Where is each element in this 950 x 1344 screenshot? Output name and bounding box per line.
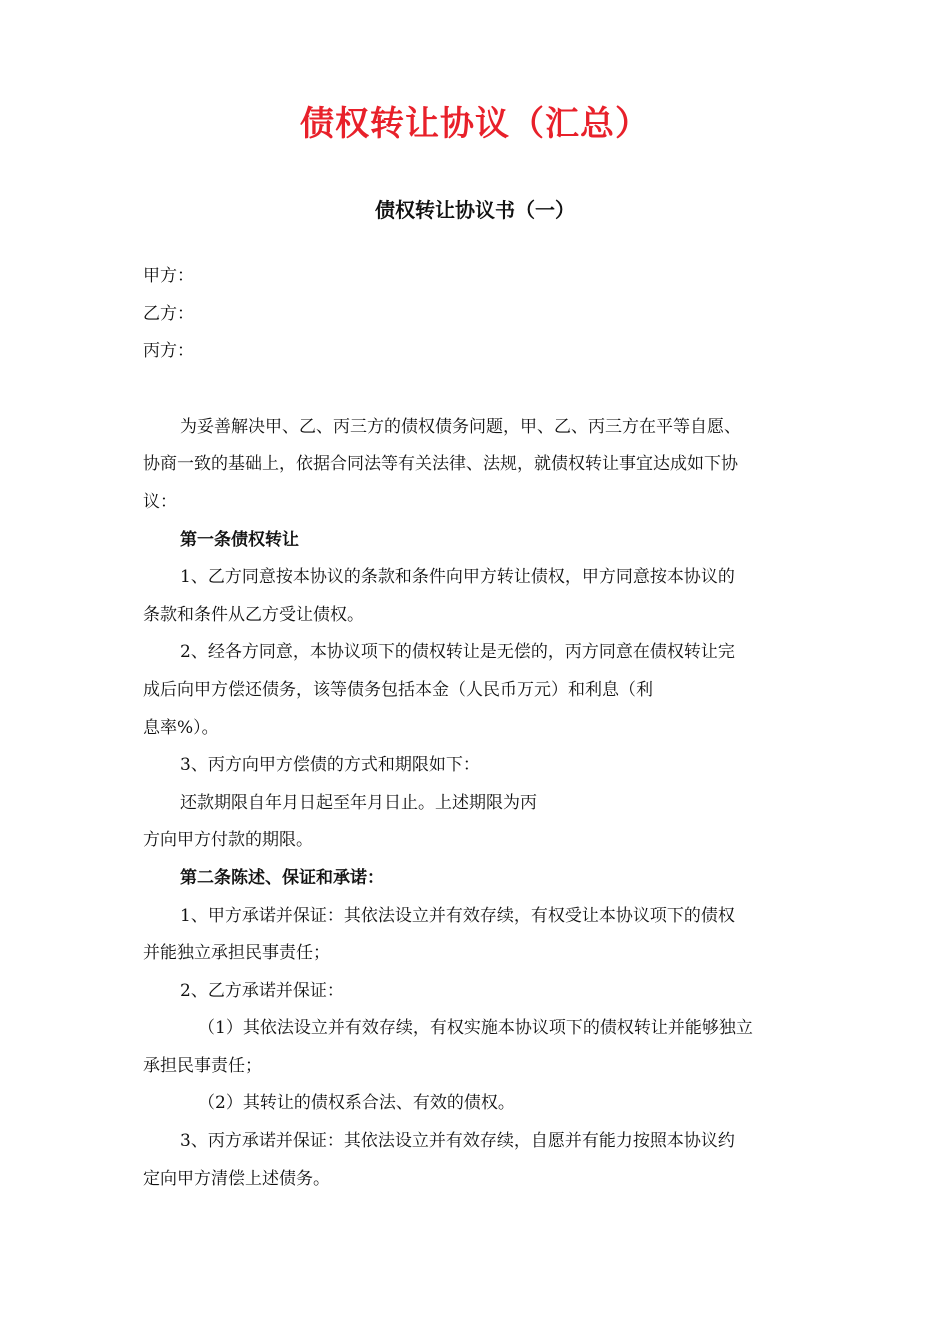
article-2-item-2-sub-2: （2）其转让的债权系合法、有效的债权。 bbox=[198, 1093, 515, 1114]
article-2-heading: 第二条陈述、保证和承诺： bbox=[180, 867, 384, 888]
preamble-line: 协商一致的基础上，依据合同法等有关法律、法规，就债权转让事宜达成如下协 bbox=[143, 454, 738, 475]
document-body bbox=[143, 258, 823, 1198]
party-b-label: 乙方： bbox=[143, 303, 194, 324]
preamble-line: 为妥善解决甲、乙、丙三方的债权债务问题，甲、乙、丙三方在平等自愿、 bbox=[180, 416, 741, 437]
document-subtitle: 债权转让协议书（一） bbox=[375, 198, 575, 222]
party-a-label: 甲方： bbox=[143, 266, 194, 286]
preamble-line: 议： bbox=[143, 491, 177, 512]
article-2-item-2-sub-1: （1）其依法设立并有效存续，有权实施本协议项下的债权转让并能够独立 bbox=[198, 1018, 753, 1039]
article-2-item-3-cont: 定向甲方清偿上述债务。 bbox=[143, 1168, 330, 1189]
article-2-item-2-sub-1-cont: 承担民事责任； bbox=[143, 1055, 262, 1076]
article-2-item-1: 1、甲方承诺并保证：其依法设立并有效存续，有权受让本协议项下的债权 bbox=[180, 905, 735, 926]
article-1-heading: 第一条债权转让 bbox=[180, 529, 299, 550]
party-c-label: 丙方： bbox=[143, 341, 194, 362]
document-title: 债权转让协议（汇总） bbox=[300, 104, 650, 144]
article-2-item-2: 2、乙方承诺并保证： bbox=[180, 980, 344, 1001]
spacer bbox=[143, 371, 823, 409]
article-1-item-3-detail: 还款期限自年月日起至年月日止。上述期限为丙 bbox=[180, 792, 537, 813]
article-1-item-2: 2、经各方同意，本协议项下的债权转让是无偿的，丙方同意在债权转让完 bbox=[180, 642, 735, 663]
article-1-item-2-cont: 息率%）。 bbox=[143, 717, 219, 738]
article-2-item-3: 3、丙方承诺并保证：其依法设立并有效存续，自愿并有能力按照本协议约 bbox=[180, 1131, 735, 1152]
article-1-item-1-cont: 条款和条件从乙方受让债权。 bbox=[143, 604, 364, 625]
article-2-item-1-cont: 并能独立承担民事责任； bbox=[143, 943, 330, 964]
article-1-item-3: 3、丙方向甲方偿债的方式和期限如下： bbox=[180, 755, 480, 776]
article-1-item-1: 1、乙方同意按本协议的条款和条件向甲方转让债权，甲方同意按本协议的 bbox=[180, 567, 735, 588]
article-1-item-3-detail-cont: 方向甲方付款的期限。 bbox=[143, 830, 313, 851]
article-1-item-2-cont: 成后向甲方偿还债务，该等债务包括本金（人民币万元）和利息（利 bbox=[143, 679, 653, 700]
